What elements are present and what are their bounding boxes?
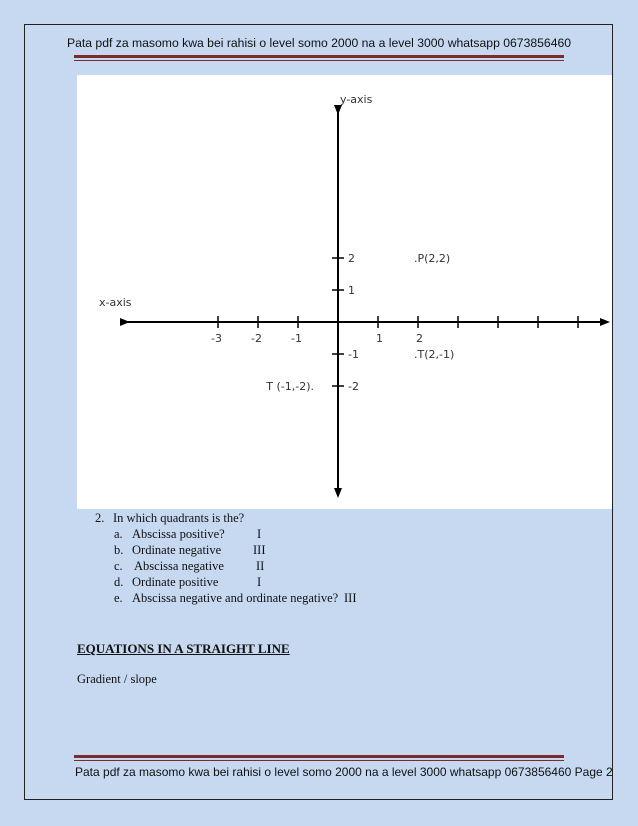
list-item-text: Abscissa positive? (132, 527, 225, 541)
question-number: 2. (95, 511, 105, 525)
list-item-answer: III (344, 591, 357, 605)
footer-rule-thin (74, 760, 564, 761)
page-footer: Pata pdf za masomo kwa bei rahisi o level somo 2000 na a level 3000 whatsapp 0673856460 Page 2 (75, 765, 613, 779)
question-text: In which quadrants is the? (113, 511, 245, 525)
coordinate-plane (77, 75, 612, 509)
y-axis-label: y-axis (340, 93, 373, 106)
point-label: T (-1,-2). (266, 380, 314, 393)
header-rule-thin (74, 60, 564, 61)
list-item-text: Abscissa negative and ordinate negative? (132, 591, 339, 605)
footer-rule-thick (74, 755, 564, 758)
list-item-answer: III (253, 543, 266, 557)
list-item-text: Abscissa negative (134, 559, 224, 573)
list-item-letter: c. (114, 559, 123, 573)
page-header: Pata pdf za masomo kwa bei rahisi o level somo 2000 na a level 3000 whatsapp 0673856460 (66, 36, 572, 50)
list-item-answer: II (256, 559, 265, 573)
y-tick-label: 2 (348, 252, 355, 265)
y-tick-label: 1 (348, 284, 355, 297)
y-tick-label: -2 (348, 380, 359, 393)
x-tick-label: -2 (251, 332, 262, 345)
list-item-letter: b. (114, 543, 124, 557)
x-tick-label: -1 (291, 332, 302, 345)
list-item-answer: I (257, 527, 262, 541)
x-tick-label: -3 (211, 332, 222, 345)
x-tick-label: 2 (416, 332, 423, 345)
header-rule-thick (74, 55, 564, 58)
list-item-text: Ordinate negative (132, 543, 222, 557)
y-tick-label: -1 (348, 348, 359, 361)
list-item-answer: I (257, 575, 262, 589)
x-axis-label: x-axis (99, 296, 132, 309)
point-label: .T(2,-1) (414, 348, 455, 361)
subheading: Gradient / slope (77, 672, 157, 686)
list-item-text: Ordinate positive (132, 575, 219, 589)
coordinate-figure (77, 75, 612, 509)
list-item-letter: d. (114, 575, 124, 589)
list-item-letter: e. (114, 591, 123, 605)
point-label: .P(2,2) (414, 252, 451, 265)
x-tick-label: 1 (376, 332, 383, 345)
list-item-letter: a. (114, 527, 123, 541)
section-heading: EQUATIONS IN A STRAIGHT LINE (77, 641, 290, 656)
